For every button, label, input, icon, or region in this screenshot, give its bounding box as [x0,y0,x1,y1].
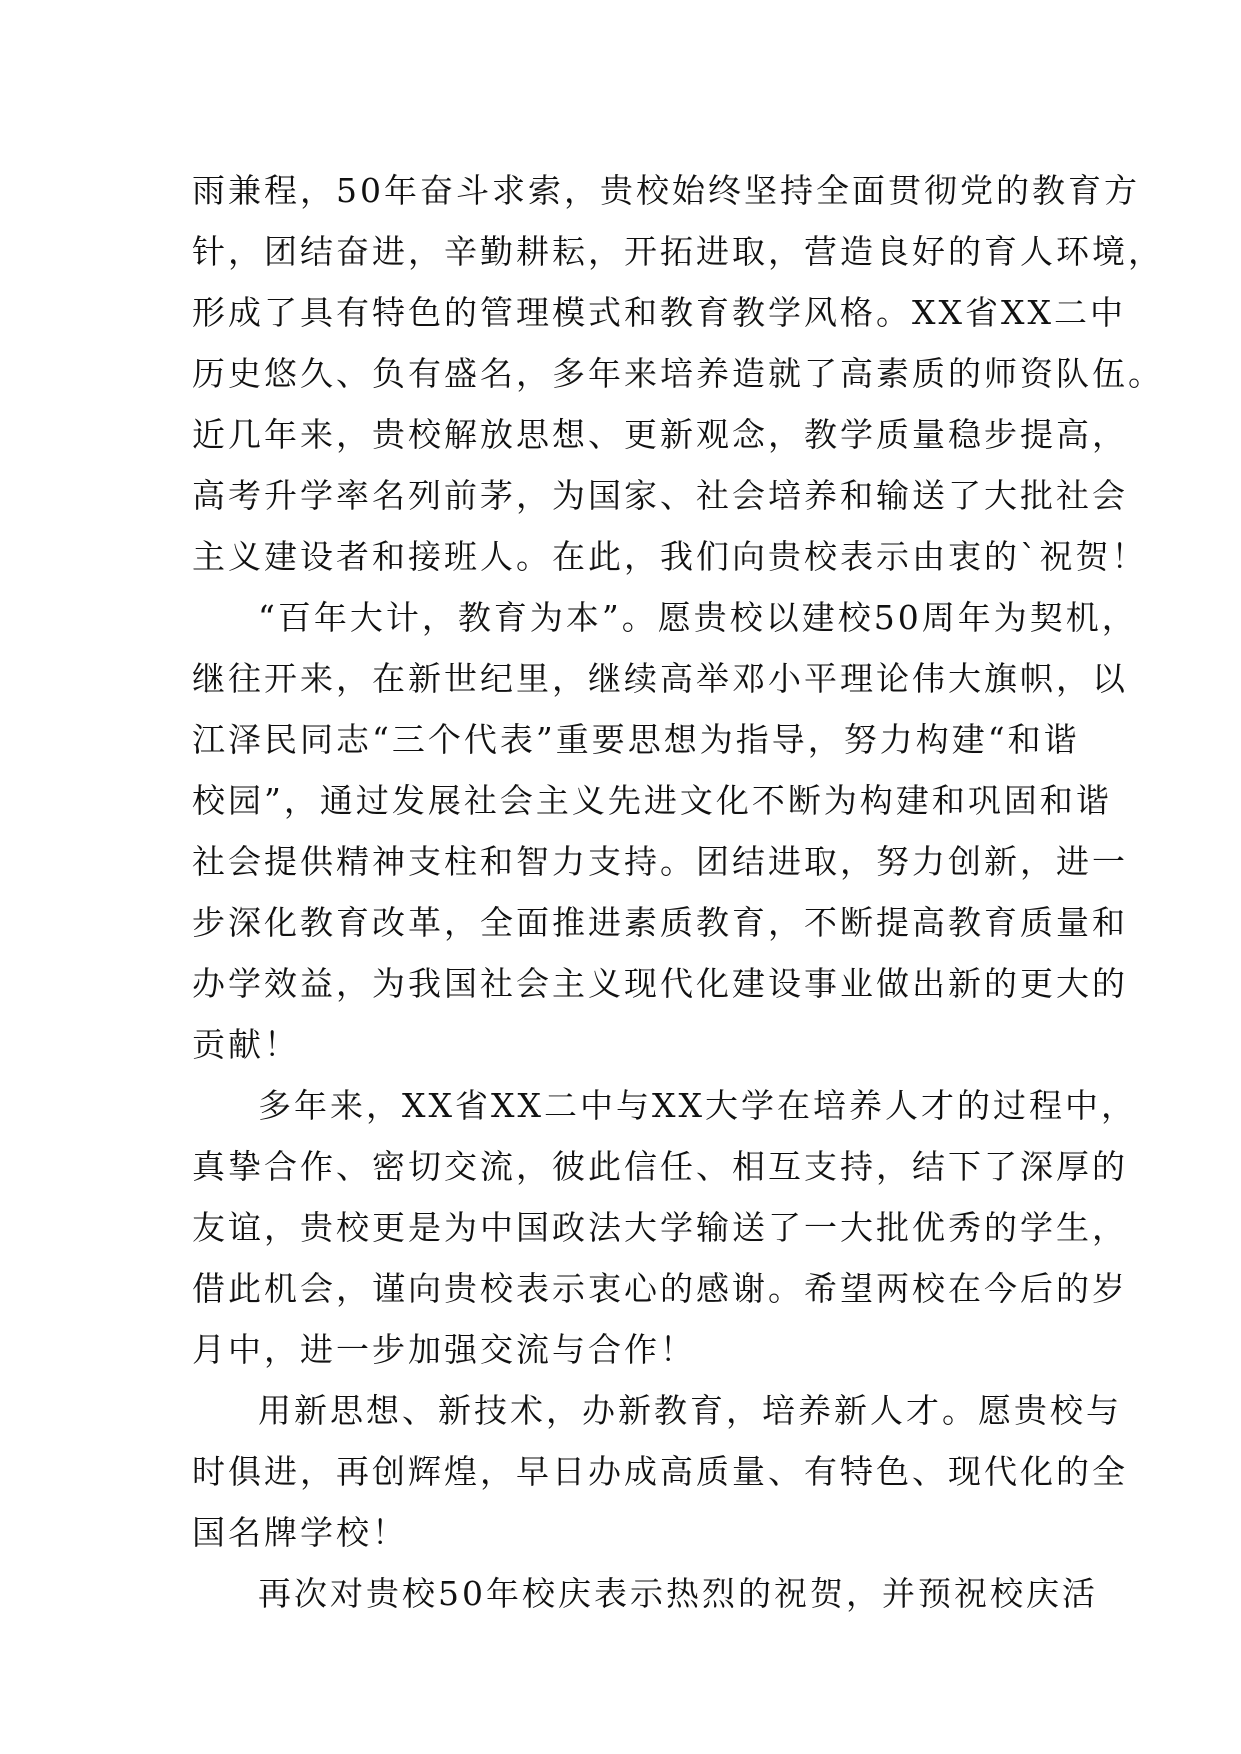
text-line: 针，团结奋进，辛勤耕耘，开拓进取，营造良好的育人环境， [192,232,1164,271]
text-line: 社会提供精神支柱和智力支持。团结进取，努力创新，进一 [192,842,1128,881]
text-line: 继往开来，在新世纪里，继续高举邓小平理论伟大旗帜，以 [192,659,1128,698]
text-line: 步深化教育改革，全面推进素质教育，不断提高教育质量和 [192,903,1128,942]
text-line: 借此机会，谨向贵校表示衷心的感谢。希望两校在今后的岁 [192,1269,1128,1308]
document-body [192,160,1164,1624]
text-line: 月中，进一步加强交流与合作！ [192,1330,696,1369]
text-line: 校园”，通过发展社会主义先进文化不断为构建和巩固和谐 [192,781,1112,820]
text-line: 江泽民同志“三个代表”重要思想为指导，努力构建“和谐 [192,720,1080,759]
text-line: 友谊，贵校更是为中国政法大学输送了一大批优秀的学生， [192,1208,1128,1247]
text-line: 历史悠久、负有盛名，多年来培养造就了高素质的师资队伍。 [192,354,1164,393]
text-line: 国名牌学校！ [192,1513,408,1552]
paragraph-first-line: 用新思想、新技术，办新教育，培养新人才。愿贵校与 [258,1391,1122,1430]
text-line: 主义建设者和接班人。在此，我们向贵校表示由衷的`祝贺！ [192,537,1148,576]
text-line: 形成了具有特色的管理模式和教育教学风格。XX省XX二中 [192,293,1126,332]
text-line: 雨兼程，50年奋斗求索，贵校始终坚持全面贯彻党的教育方 [192,171,1140,210]
text-line: 高考升学率名列前茅，为国家、社会培养和输送了大批社会 [192,476,1128,515]
text-line: 真挚合作、密切交流，彼此信任、相互支持，结下了深厚的 [192,1147,1128,1186]
text-line: 时俱进，再创辉煌，早日办成高质量、有特色、现代化的全 [192,1452,1128,1491]
paragraph-first-line: 多年来，XX省XX二中与XX大学在培养人才的过程中， [258,1086,1137,1125]
paragraph-first-line: 再次对贵校50年校庆表示热烈的祝贺，并预祝校庆活 [258,1574,1098,1613]
text-line: 近几年来，贵校解放思想、更新观念，教学质量稳步提高， [192,415,1128,454]
paragraph-first-line: “百年大计，教育为本”。愿贵校以建校50周年为契机， [258,598,1138,637]
text-line: 办学效益，为我国社会主义现代化建设事业做出新的更大的 [192,964,1128,1003]
text-line: 贡献！ [192,1025,300,1064]
